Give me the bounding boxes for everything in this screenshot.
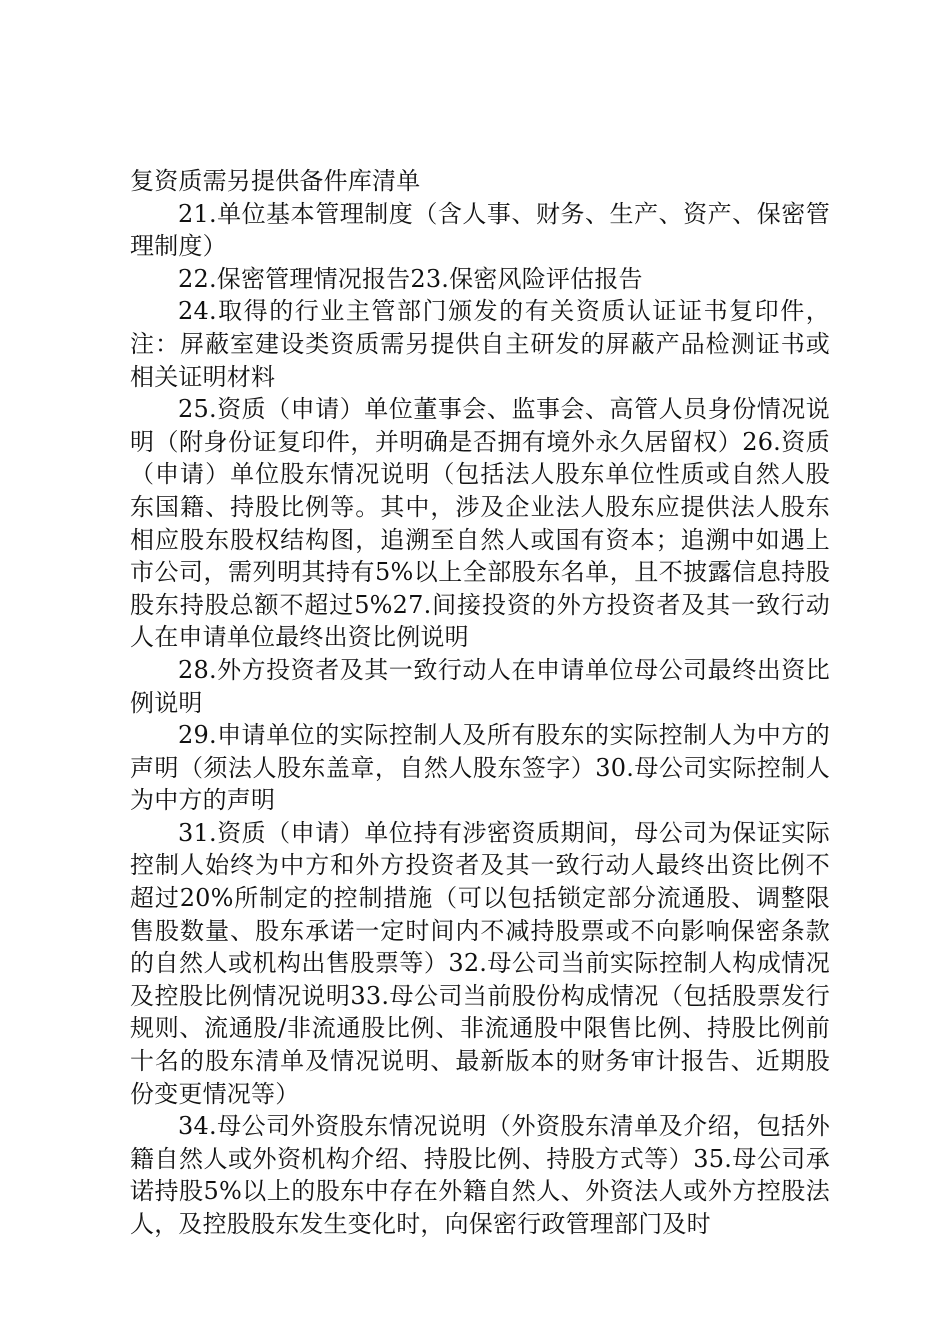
paragraph-1: 复资质需另提供备件库清单 — [130, 167, 421, 195]
paragraph-6: 28.外方投资者及其一致行动人在申请单位母公司最终出资比例说明 — [130, 655, 830, 717]
paragraph-9: 34.母公司外资股东情况说明（外资股东清单及介绍，包括外籍自然人或外资机构介绍、持股比例、持股方式等）35.母公司承诺持股5%以上的股东中存在外籍自然人、外资法人或外方控股法人，及控股股东发生变化时，向保密行政管理部门及时 — [130, 1112, 830, 1238]
paragraph-2: 21.单位基本管理制度（含人事、财务、生产、资产、保密管理制度） — [130, 199, 830, 261]
paragraph-5: 25.资质（申请）单位董事会、监事会、高管人员身份情况说明（附身份证复印件，并明确是否拥有境外永久居留权）26.资质（申请）单位股东情况说明（包括法人股东单位性质或自然人股东国籍、持股比例等。其中，涉及企业法人股东应提供法人股东相应股东股权结构图，追溯至自然人或国有资本；追溯中如遇上市公司，需列明其持有5%以上全部股东名单，且不披露信息持股股东持股总额不超过5%27.间接投资的外方投资者及其一致行动人在申请单位最终出资比例说明 — [130, 395, 830, 652]
paragraph-3: 22.保密管理情况报告23.保密风险评估报告 — [178, 264, 643, 293]
document-body — [130, 165, 830, 1241]
paragraph-8: 31.资质（申请）单位持有涉密资质期间，母公司为保证实际控制人始终为中方和外方投资者及其一致行动人最终出资比例不超过20%所制定的控制措施（可以包括锁定部分流通股、调整限售股数量、股东承诺一定时间内不减持股票或不向影响保密条款的自然人或机构出售股票等）32.母公司当前实际控制人构成情况及控股比例情况说明33.母公司当前股份构成情况（包括股票发行规则、流通股/非流通股比例、非流通股中限售比例、持股比例前十名的股东清单及情况说明、最新版本的财务审计报告、近期股份变更情况等） — [130, 818, 830, 1108]
paragraph-7: 29.申请单位的实际控制人及所有股东的实际控制人为中方的声明（须法人股东盖章，自然人股东签字）30.母公司实际控制人为中方的声明 — [130, 721, 830, 815]
paragraph-4: 24.取得的行业主管部门颁发的有关资质认证证书复印件，注：屏蔽室建设类资质需另提供自主研发的屏蔽产品检测证书或相关证明材料 — [130, 297, 830, 391]
